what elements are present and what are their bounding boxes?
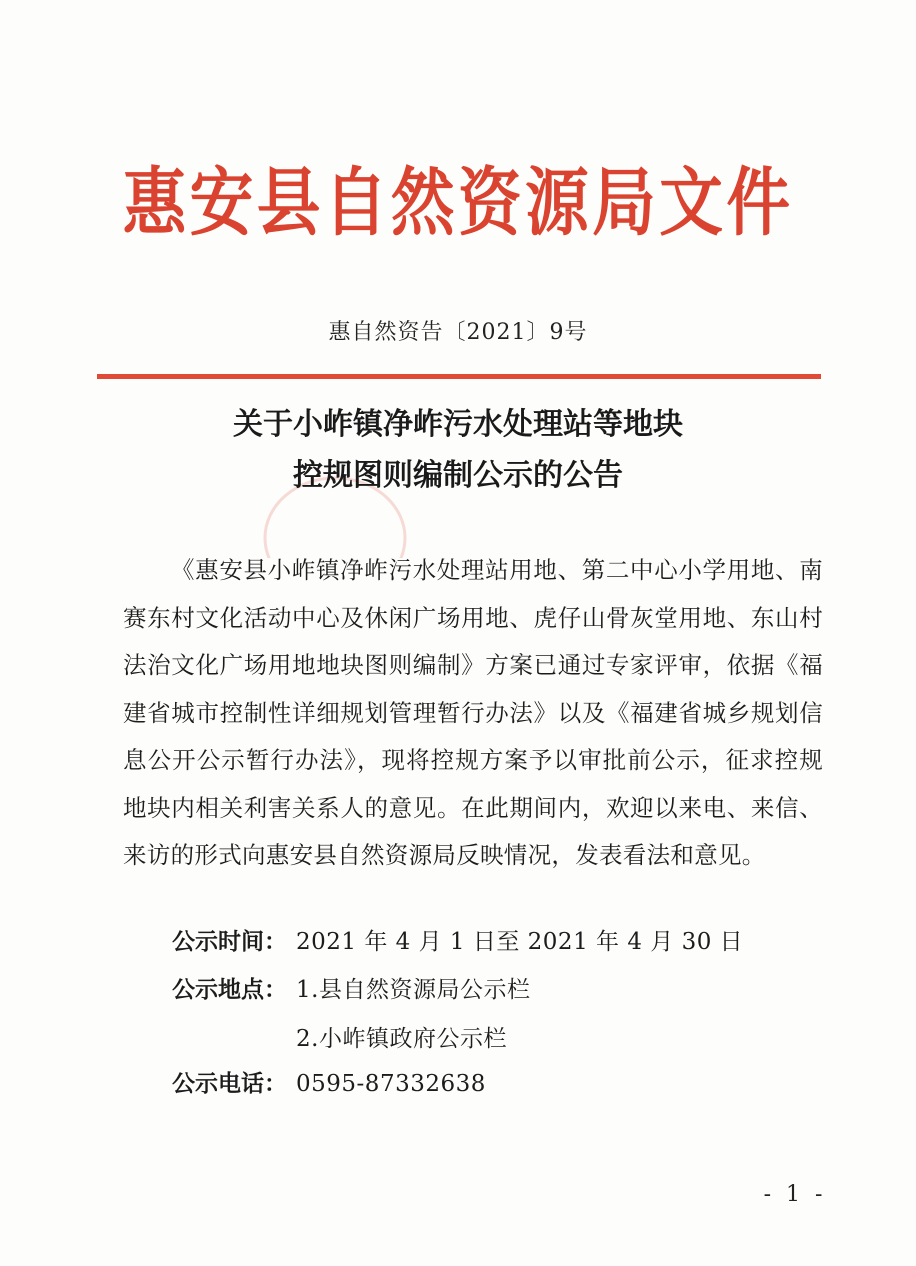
publicity-time-value: 2021 年 4 月 1 日至 2021 年 4 月 30 日 bbox=[296, 929, 744, 955]
publicity-place-label: 公示地点： bbox=[172, 977, 287, 1003]
page-number: - 1 - bbox=[763, 1182, 827, 1207]
publicity-place-row bbox=[172, 974, 530, 1006]
notice-body-paragraph: 《惠安县小岞镇净岞污水处理站用地、第二中心小学用地、南赛东村文化活动中心及休闲广场用地、虎仔山骨灰堂用地、东山村法治文化广场用地地块图则编制》方案已通过专家评审，依据《福建省城市控制性详细规划管理暂行办法》以及《福建省城乡规划信息公开公示暂行办法》，现将控规方案予以审批前公示，征求控规地块内相关利害关系人的意见。在此期间内，欢迎以来电、来信、来访的形式向惠安县自然资源局反映情况，发表看法和意见。 bbox=[123, 556, 823, 869]
notice-title-line-1: 关于小岞镇净岞污水处理站等地块 bbox=[233, 407, 683, 442]
notice-title-line-2: 控规图则编制公示的公告 bbox=[293, 458, 623, 493]
document-number: 惠自然资告〔2021〕9号 bbox=[328, 320, 588, 345]
publicity-phone-row bbox=[172, 1068, 486, 1100]
publicity-place-row-2 bbox=[296, 1023, 507, 1055]
agency-header-title: 惠安县自然资源局文件 bbox=[122, 160, 794, 246]
red-divider-line bbox=[97, 374, 821, 379]
publicity-phone-value: 0595-87332638 bbox=[296, 1071, 486, 1097]
publicity-place-value-2: 2.小岞镇政府公示栏 bbox=[296, 1026, 507, 1052]
publicity-place-value-1: 1.县自然资源局公示栏 bbox=[296, 977, 531, 1003]
publicity-time-label: 公示时间： bbox=[172, 929, 287, 955]
publicity-time-row bbox=[172, 926, 743, 958]
publicity-phone-label: 公示电话： bbox=[172, 1071, 287, 1097]
